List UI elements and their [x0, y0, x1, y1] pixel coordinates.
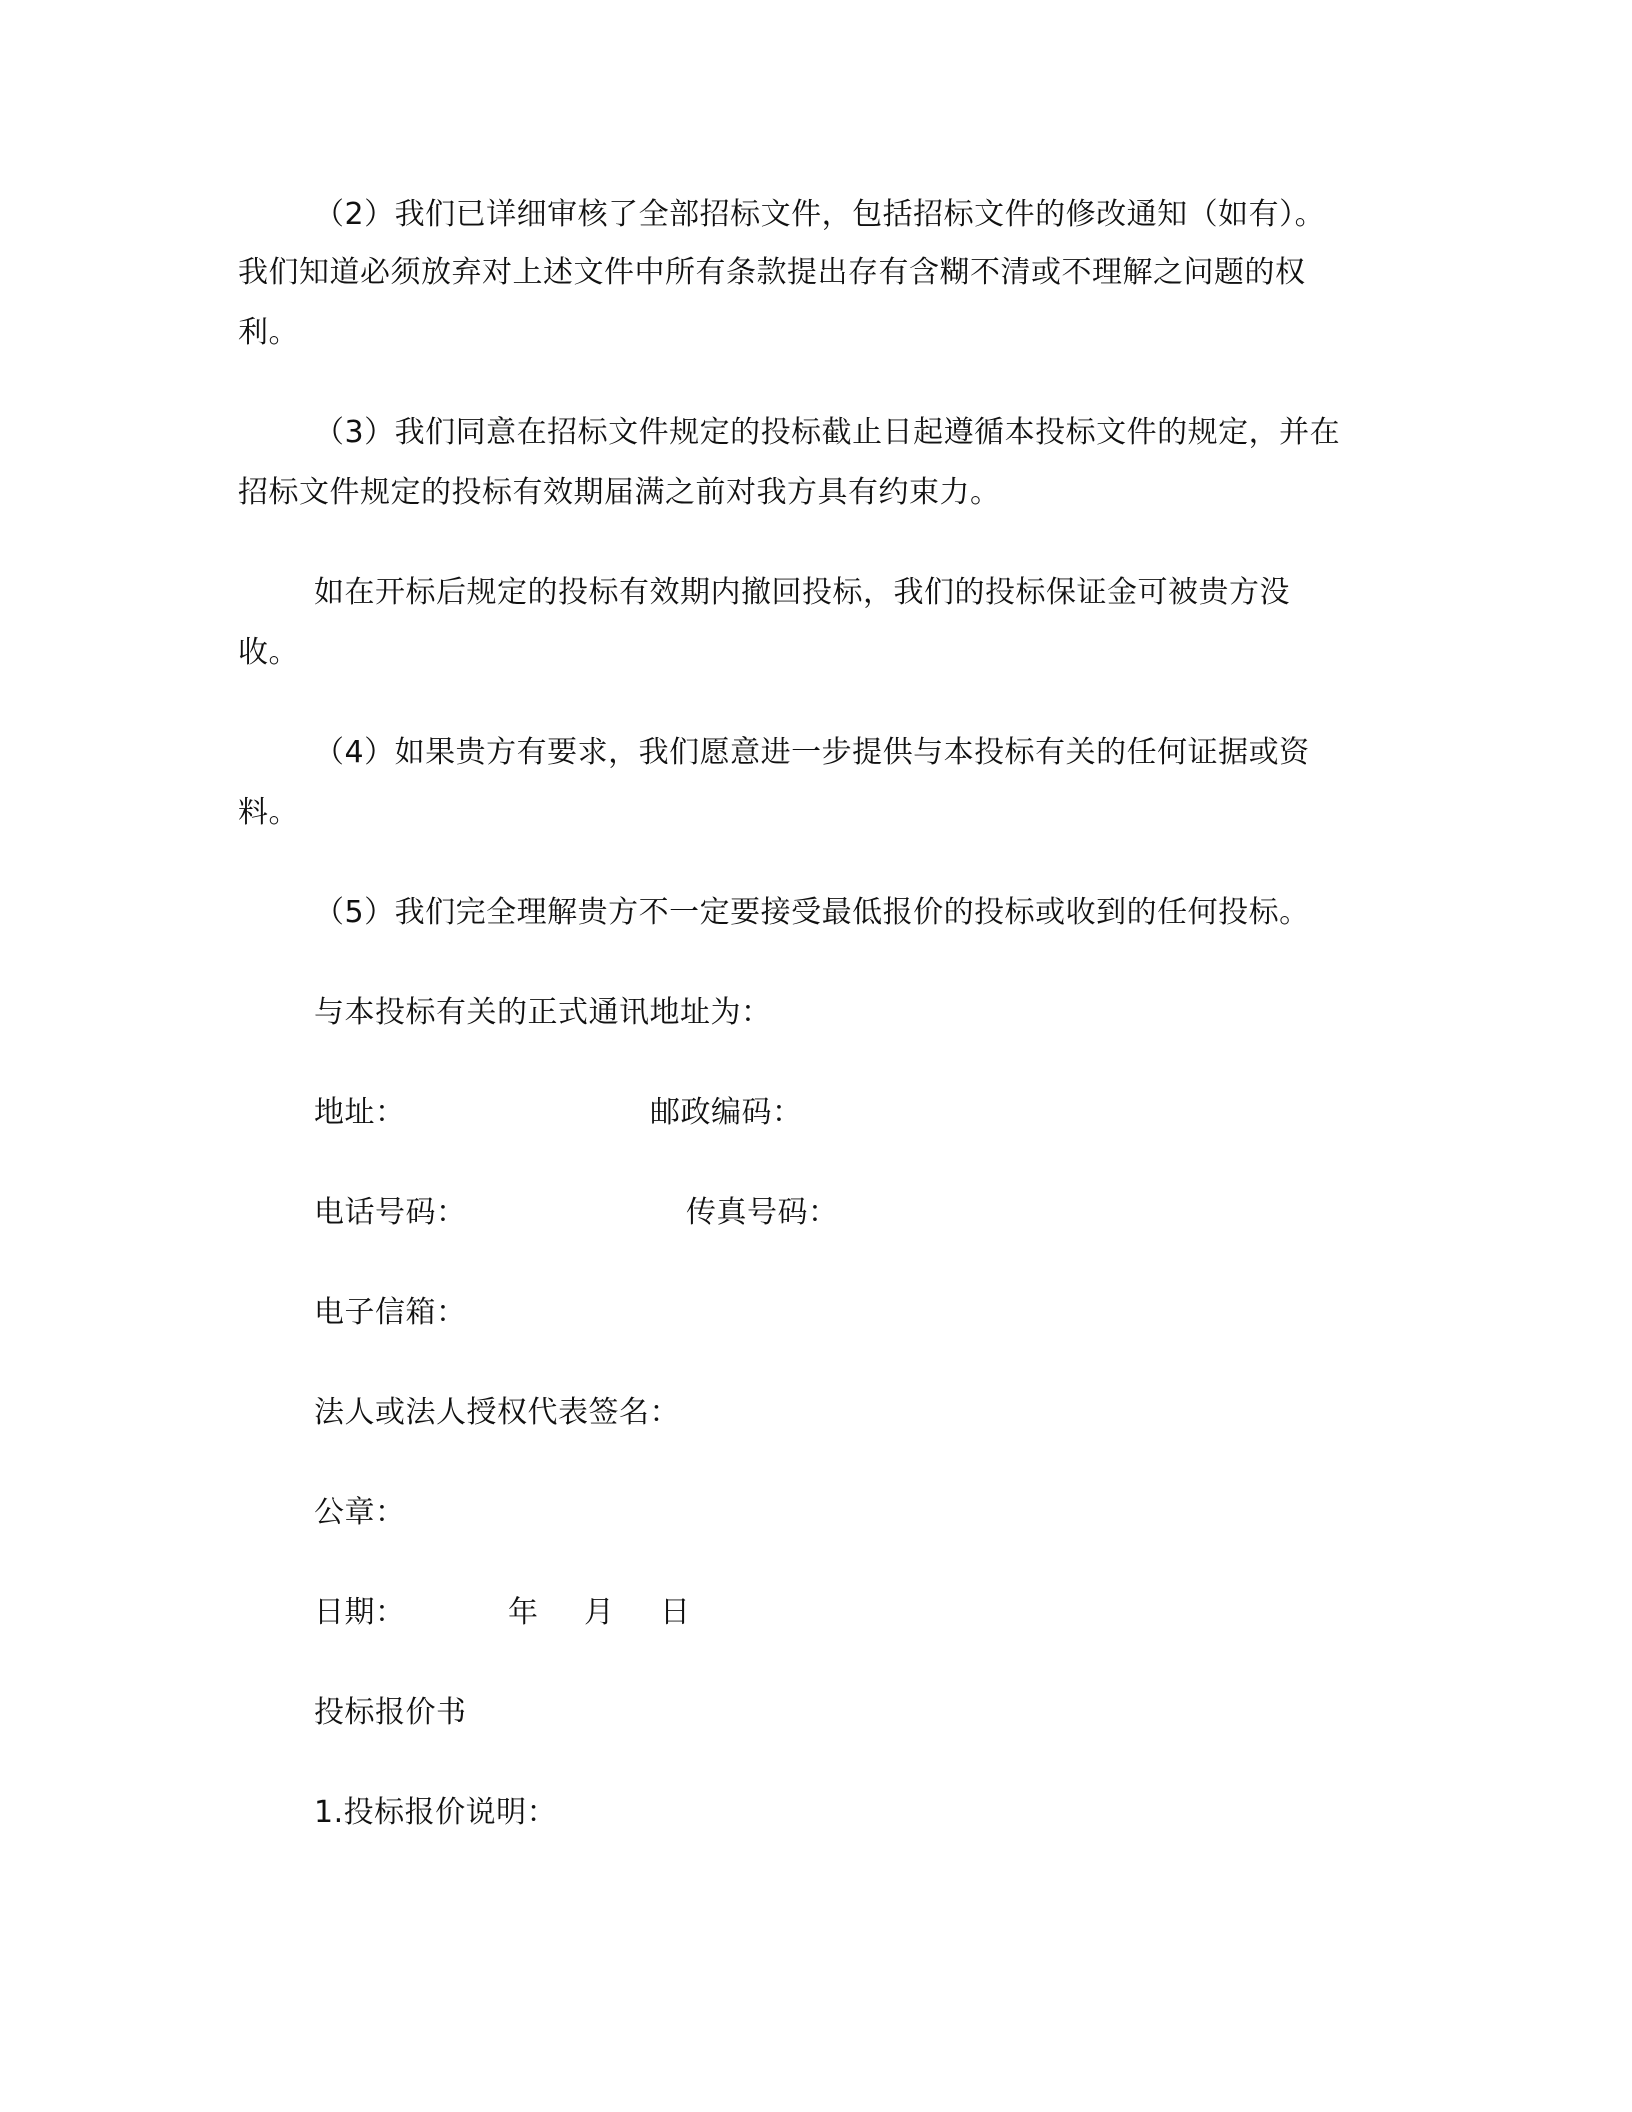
seal-label: 公章： [314, 1495, 406, 1530]
contact-intro: 与本投标有关的正式通讯地址为： [314, 995, 772, 1030]
paragraph-5-line-1: （5）我们完全理解贵方不一定要接受最低报价的投标或收到的任何投标。 [314, 895, 1310, 930]
paragraph-4-line-2: 料。 [238, 795, 299, 830]
paragraph-withdraw-line-1: 如在开标后规定的投标有效期内撤回投标，我们的投标保证金可被贵方没 [314, 575, 1290, 610]
paragraph-withdraw-line-2: 收。 [238, 635, 299, 670]
section-title: 投标报价书 [314, 1695, 467, 1730]
postcode-label: 邮政编码： [650, 1095, 803, 1130]
paragraph-3-line-1: （3）我们同意在招标文件规定的投标截止日起遵循本投标文件的规定，并在 [314, 415, 1341, 450]
address-label: 地址： [314, 1095, 406, 1130]
fax-label: 传真号码： [686, 1195, 839, 1230]
signature-label: 法人或法人授权代表签名： [314, 1395, 680, 1430]
subsection-title: 1.投标报价说明： [314, 1795, 558, 1830]
date-year: 年 [508, 1595, 539, 1630]
email-label: 电子信箱： [314, 1295, 467, 1330]
date-day: 日 [660, 1595, 691, 1630]
paragraph-4-line-1: （4）如果贵方有要求，我们愿意进一步提供与本投标有关的任何证据或资 [314, 735, 1310, 770]
phone-label: 电话号码： [314, 1195, 467, 1230]
date-month: 月 [584, 1595, 615, 1630]
paragraph-3-line-2: 招标文件规定的投标有效期届满之前对我方具有约束力。 [238, 475, 1001, 510]
paragraph-2-line-2: 我们知道必须放弃对上述文件中所有条款提出存有含糊不清或不理解之问题的权 [238, 255, 1306, 290]
paragraph-2-line-1: （2）我们已详细审核了全部招标文件，包括招标文件的修改通知（如有）。 [314, 197, 1326, 232]
date-label: 日期： [314, 1595, 406, 1630]
paragraph-2-line-3: 利。 [238, 315, 299, 350]
